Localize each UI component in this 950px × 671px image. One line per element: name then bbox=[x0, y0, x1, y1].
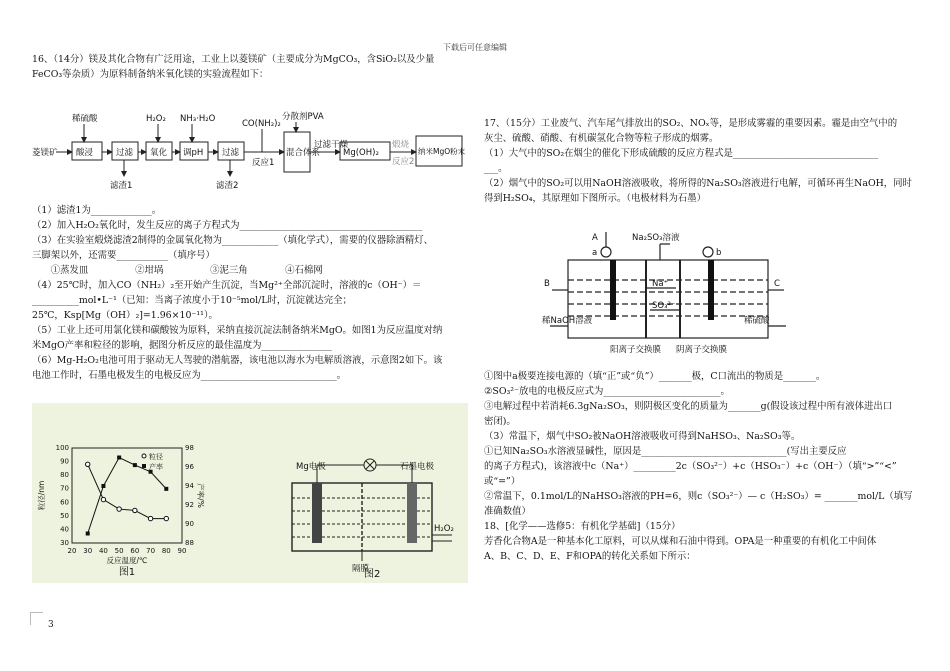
q17-part-3: （3）常温下，烟气中SO₂被NaOH溶液吸收可得到NaHSO₃、Na₂SO₃等。 bbox=[484, 431, 801, 442]
cell-label-B: B bbox=[544, 279, 550, 289]
question-16-parts bbox=[32, 203, 468, 383]
cell-label-a: a bbox=[592, 248, 598, 258]
data-point-yield bbox=[133, 463, 137, 467]
flow-box-label-oxidize: 氧化 bbox=[150, 148, 168, 158]
flow-top-urea: CO(NH₂)₂ bbox=[242, 119, 281, 129]
data-point-yield bbox=[101, 484, 105, 488]
q16-part-5: （5）工业上还可用氯化镁和碳酸铵为原料，采纳直接沉淀法制备纳米MgO。如图1为反应温度对纳 bbox=[32, 325, 443, 336]
y-left-tick-label: 70 bbox=[60, 484, 69, 493]
membrane-label: 隔膜 bbox=[352, 564, 370, 574]
figure-2-title: 图2 bbox=[364, 569, 381, 580]
q16-part-5b: 米MgO产率和粒径的影响，据图分析反应的最佳温度为_______________ bbox=[32, 340, 332, 351]
data-point-yield bbox=[164, 487, 168, 491]
q17-3-2b: 准确数值） bbox=[484, 506, 531, 517]
cell-label-so3-ion: SO₃²⁻ bbox=[652, 301, 676, 311]
x-tick-label: 90 bbox=[177, 547, 187, 555]
question-17-18 bbox=[484, 369, 924, 564]
data-point-size bbox=[133, 508, 137, 512]
data-point-size bbox=[101, 497, 105, 501]
q16-part-4c: 25℃，Ksp[Mg（OH）₂]=1.96×10⁻¹¹）。 bbox=[32, 310, 218, 321]
cell-label-A: A bbox=[592, 233, 598, 243]
page-header: 下载后可任意编辑 bbox=[443, 43, 507, 52]
flow-label-calcine: 煅烧 bbox=[392, 140, 410, 150]
y-left-tick-label: 40 bbox=[60, 525, 69, 534]
graphite-electrode-label: 石墨电极 bbox=[400, 462, 435, 472]
page-number: 3 bbox=[48, 620, 54, 630]
electrode-a bbox=[610, 260, 616, 320]
x-tick-label: 80 bbox=[161, 547, 171, 555]
flow-label-filter-dry: 过滤干燥 bbox=[314, 140, 349, 150]
cell-label-naoh: 稀NaOH溶液 bbox=[542, 316, 593, 326]
graphite-electrode bbox=[407, 483, 417, 543]
legend-marker-yield bbox=[142, 464, 146, 468]
q17-part-2b: 得到H₂SO₄，其原理如下图所示。（电极材料为石墨） bbox=[484, 193, 706, 204]
figure-1-title: 图1 bbox=[118, 567, 136, 578]
q16-part-6: （6）Mg-H₂O₂电池可用于驱动无人驾驶的潜航器，该电池以海水为电解质溶液，示意图2如下。该 bbox=[32, 355, 443, 366]
flow-bottom-reaction-2: 反应2 bbox=[392, 157, 415, 167]
flow-box-label-mgoh2: Mg(OH)₂ bbox=[343, 148, 379, 158]
cell-label-b: b bbox=[716, 248, 722, 258]
q16-part-4: （4）25℃时，加入CO（NH₂）₂至开始产生沉淀，当Mg²⁺全部沉淀时，溶液的c（OH⁻）＝ bbox=[32, 280, 422, 291]
q16-part-4b: __________mol•L⁻¹（已知：当离子浓度小于10⁻⁵mol/L时，沉淀就达完全； bbox=[32, 295, 352, 306]
q16-part-1: （1）滤渣1为_____________。 bbox=[32, 205, 162, 216]
y-left-tick-label: 80 bbox=[60, 471, 69, 480]
data-point-size bbox=[86, 462, 90, 466]
x-tick-label: 30 bbox=[83, 547, 93, 555]
cell-label-h2so4: 稀硫酸 bbox=[744, 316, 770, 326]
flow-box-label-filter-1: 过滤 bbox=[116, 148, 134, 158]
q17-3-1b: 的离子方程式)，该溶液中c（Na⁺）_________2c（SO₃²⁻）+c（HSO₃⁻）+c（OH⁻）（填“>”“<” bbox=[484, 461, 897, 472]
x-tick-label: 50 bbox=[114, 547, 124, 555]
data-point-size bbox=[164, 516, 168, 520]
process-flow-diagram bbox=[32, 112, 468, 198]
legend-marker-size bbox=[142, 454, 146, 458]
q17-part-1b: ___。 bbox=[484, 163, 508, 174]
flow-top-nh3: NH₃·H₂O bbox=[180, 114, 216, 124]
q17-3-1c: 或“=”） bbox=[484, 476, 521, 487]
cell-label-na-ion: Na⁺ bbox=[652, 279, 669, 289]
q17-part-1: （1）大气中的SO₂在烟尘的催化下形成硫酸的反应方程式是_______________________________ bbox=[484, 148, 879, 159]
x-tick-label: 60 bbox=[130, 547, 140, 555]
cell-label-C: C bbox=[774, 279, 780, 289]
q17-3-1: ①已知Na₂SO₃水溶液显碱性，原因是_______________________________(写出主要反应 bbox=[484, 446, 847, 457]
y-right-tick-label: 88 bbox=[185, 539, 194, 547]
y-left-axis-label: 粒径/nm bbox=[37, 480, 46, 511]
crop-mark bbox=[30, 612, 43, 625]
q17-intro-2: 灰尘、硫酸、硝酸、有机碳氢化合物等粒子形成的烟雾。 bbox=[484, 133, 719, 144]
mg-electrode bbox=[312, 483, 322, 543]
y-right-tick-label: 96 bbox=[185, 463, 194, 471]
series-line-size bbox=[88, 464, 167, 518]
flow-label-reaction-1: 反应1 bbox=[252, 158, 275, 168]
flow-bottom-residue-2: 滤渣2 bbox=[216, 181, 239, 191]
y-right-tick-label: 92 bbox=[185, 501, 194, 509]
q16-part-2: （2）加入H₂O₂氧化时，发生反应的离子方程式为_______________________________________ bbox=[32, 220, 423, 231]
figure-2-battery bbox=[272, 403, 472, 583]
figure-1-chart bbox=[32, 403, 205, 583]
question-17 bbox=[484, 116, 924, 206]
y-left-tick-label: 100 bbox=[55, 444, 69, 452]
y-right-axis-label: 产率/% bbox=[196, 483, 205, 508]
cell-label-cation-membrane: 阳离子交换膜 bbox=[610, 345, 662, 355]
data-point-yield bbox=[117, 456, 121, 460]
legend-label-size: 粒径 bbox=[149, 453, 163, 461]
y-right-tick-label: 90 bbox=[185, 520, 194, 528]
y-right-tick-label: 98 bbox=[185, 444, 194, 452]
y-left-tick-label: 90 bbox=[60, 457, 69, 466]
flow-bottom-residue-1: 滤渣1 bbox=[110, 181, 133, 191]
flow-box-label-acid-leach: 酸浸 bbox=[76, 148, 94, 158]
x-tick-label: 70 bbox=[146, 547, 156, 555]
electrolysis-cell-diagram bbox=[542, 230, 788, 364]
data-point-size bbox=[117, 507, 121, 511]
legend-label-yield: 产率 bbox=[149, 463, 163, 471]
y-left-tick-label: 30 bbox=[60, 539, 69, 547]
q17-part-2: （2）烟气中的SO₂可以用NaOH溶液吸收，将所得的Na₂SO₃溶液进行电解，可循环再生NaOH，同时 bbox=[484, 178, 912, 189]
data-point-yield bbox=[86, 532, 90, 536]
flow-box-label-filter-2: 过滤 bbox=[222, 148, 240, 158]
q16-intro-line-2: FeCO₃等杂质）为原料制备纳米氧化镁的实验流程如下： bbox=[32, 69, 269, 80]
q17-2-2: ②SO₃²⁻放电的电极反应式为_________________________。 bbox=[484, 386, 730, 397]
q16-part-3b: 三脚架以外，还需要___________（填序号） bbox=[32, 250, 215, 261]
mg-electrode-label: Mg电极 bbox=[296, 462, 326, 472]
y-left-tick-label: 60 bbox=[60, 498, 69, 507]
q17-3-2: ②常温下，0.1mol/L的NaHSO₃溶液的PH=6，则c（SO₃²⁻）— c（H₂SO₃）= _______mol/L（填写 bbox=[484, 491, 913, 502]
flow-box-label-mixture: 混合体系 bbox=[286, 148, 321, 158]
flow-start: 菱镁矿 bbox=[32, 148, 58, 158]
q16-intro-line-1: 16、（14分）镁及其化合物有广泛用途，工业上以菱镁矿（主要成分为MgCO₃，含SiO₂以及少量 bbox=[32, 54, 435, 65]
question-16 bbox=[32, 52, 468, 82]
q16-options: ①蒸发皿 ②坩埚 ③泥三角 ④石棉网 bbox=[32, 265, 323, 276]
q16-part-3: （3）在实验室煅烧滤渣2制得的金属氧化物为____________（填化学式），需要的仪器除酒精灯、 bbox=[32, 235, 433, 246]
q17-intro-1: 17、（15分）工业废气、汽车尾气排放出的SO₂、NOₓ等，是形成雾霾的重要因素。霾是由空气中的 bbox=[484, 118, 898, 129]
flow-top-pva: 分散剂PVA bbox=[282, 112, 324, 122]
x-tick-label: 40 bbox=[98, 547, 108, 555]
h2o2-inlet-label: H₂O₂ bbox=[434, 524, 454, 534]
electrode-b bbox=[708, 260, 714, 320]
data-point-size bbox=[148, 516, 152, 520]
q17-2-3: ③电解过程中若消耗6.3gNa₂SO₃，则阴极区变化的质量为_______g(假设该过程中所有液体进出口 bbox=[484, 401, 893, 412]
x-tick-label: 20 bbox=[67, 547, 77, 555]
cell-label-na2so3: Na₂SO₃溶液 bbox=[632, 233, 680, 243]
flow-box-label-nano-mgo: 纳米MgO粉末 bbox=[418, 147, 466, 156]
q16-part-6b: 电池工作时，石墨电极发生的电极反应为_____________________________。 bbox=[32, 370, 347, 381]
flow-top-acid: 稀硫酸 bbox=[72, 114, 98, 124]
q17-2-1: ①图中a极要连接电源的（填“正”或“负”）_______极，C口流出的物质是_______。 bbox=[484, 371, 826, 382]
flow-box-label-adjust-ph: 调pH bbox=[183, 148, 204, 158]
y-right-tick-label: 94 bbox=[185, 482, 194, 490]
q18-intro-2: A、B、C、D、E、F和OPA的转化关系如下所示： bbox=[484, 551, 696, 562]
flow-top-h2o2: H₂O₂ bbox=[146, 114, 166, 124]
electrolysis-tank bbox=[568, 260, 768, 338]
q18-title: 18、[化学——选修5：有机化学基础]（15分） bbox=[484, 521, 681, 532]
y-left-tick-label: 50 bbox=[60, 511, 69, 520]
figures-panel bbox=[32, 403, 468, 583]
q17-2-3b: 密闭)。 bbox=[484, 416, 516, 427]
q18-intro-1: 芳香化合物A是一种基本化工原料，可以从煤和石油中得到。OPA是一种重要的有机化工中间体 bbox=[484, 536, 877, 547]
x-axis-label: 反应温度/℃ bbox=[106, 556, 148, 565]
cell-label-anion-membrane: 阴离子交换膜 bbox=[676, 345, 728, 355]
